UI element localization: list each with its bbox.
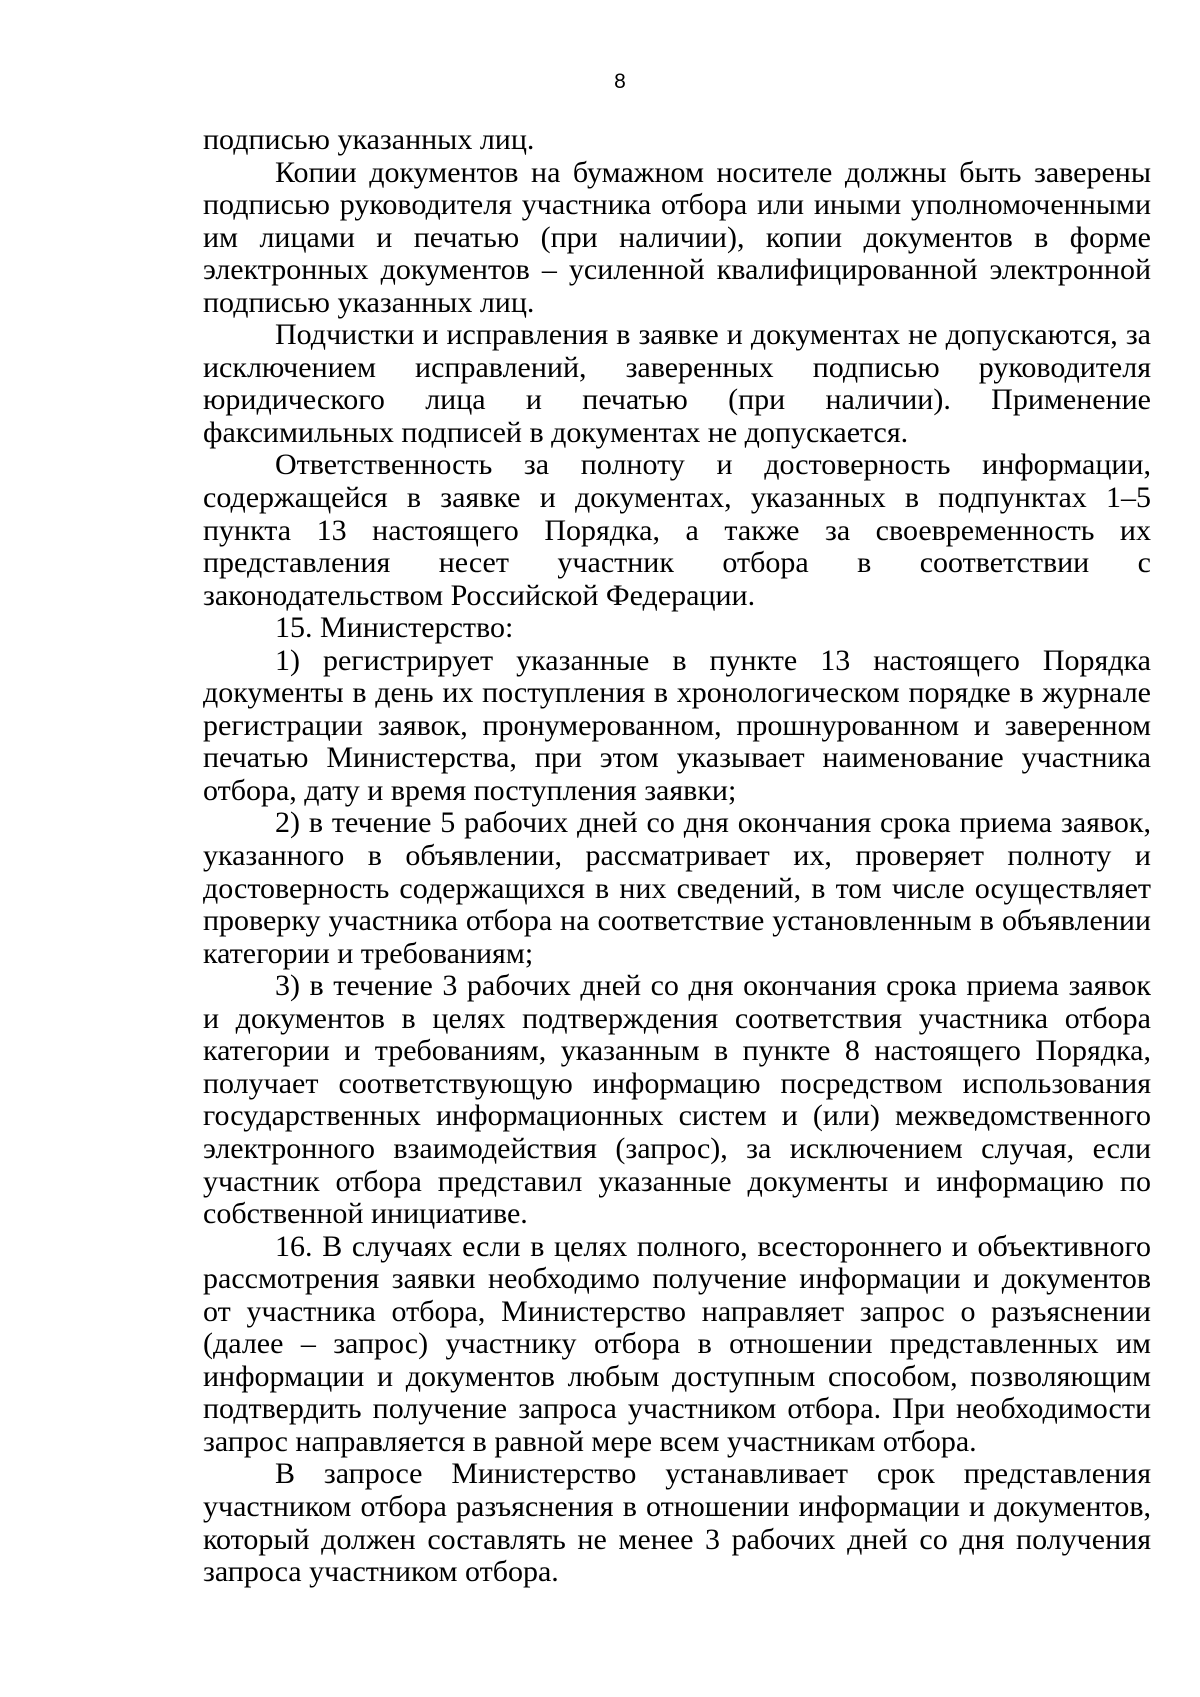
clause-15-item-1: 1) регистрирует указанные в пункте 13 настоящего Порядка документы в день их поступления в хронологическом порядке в журнале регистрации заявок, пронумерованном, прошнурованном и заверенном печатью Министерства, при этом указывает наименование участника отбора, дату и время поступления заявки;	[203, 643, 1151, 807]
clause-15-heading: 15. Министерство:	[275, 611, 514, 645]
clause-15-item-2: 2) в течение 5 рабочих дней со дня окончания срока приема заявок, указанного в объявлении, рассматривает их, проверяет полноту и достоверность содержащихся в них сведений, в том числе осуществляет проверку участника отбора на соответствие установленным в объявлении категории и требованиям;	[203, 806, 1151, 970]
paragraph-corrections: Подчистки и исправления в заявке и документах не допускаются, за исключением исправлений, заверенных подписью руководителя юридического лица и печатью (при наличии). Применение факсимильных подписей в документах не допускается.	[203, 318, 1151, 449]
paragraph-continuation: подписью указанных лиц.	[203, 123, 535, 156]
clause-16: 16. В случаях если в целях полного, всестороннего и объективного рассмотрения заявки необходимо получение информации и документов от участника отбора, Министерство направляет запрос о разъяснении (далее – запрос) участнику отбора в отношении представленных им информации и документов любым доступным способом, позволяющим подтвердить получение запроса участником отбора. При необходимости запрос направляется в равной мере всем участникам отбора.	[203, 1229, 1151, 1458]
paragraph-request-deadline: В запросе Министерство устанавливает срок представления участником отбора разъяснения в отношении информации и документов, который должен составлять не менее 3 рабочих дней со дня получения запроса участником отбора.	[203, 1457, 1151, 1589]
paragraph-copies-certification: Копии документов на бумажном носителе должны быть заверены подписью руководителя участника отбора или иными уполномоченными им лицами и печатью (при наличии), копии документов в форме электронных документов – усиленной квалифицированной электронной подписью указанных лиц.	[203, 155, 1151, 319]
paragraph-responsibility: Ответственность за полноту и достоверность информации, содержащейся в заявке и документах, указанных в подпунктах 1–5 пункта 13 настоящего Порядка, а также за своевременность их представления несет участник отбора в соответствии с законодательством Российской Федерации.	[203, 448, 1151, 612]
document-body	[203, 124, 1151, 1589]
page-number: 8	[614, 70, 626, 93]
clause-15-item-3: 3) в течение 3 рабочих дней со дня окончания срока приема заявок и документов в целях подтверждения соответствия участника отбора категории и требованиям, указанным в пункте 8 настоящего Порядка, получает соответствующую информацию посредством использования государственных информационных систем и (или) межведомственного электронного взаимодействия (запрос), за исключением случая, если участник отбора представил указанные документы и информацию по собственной инициативе.	[203, 969, 1151, 1231]
